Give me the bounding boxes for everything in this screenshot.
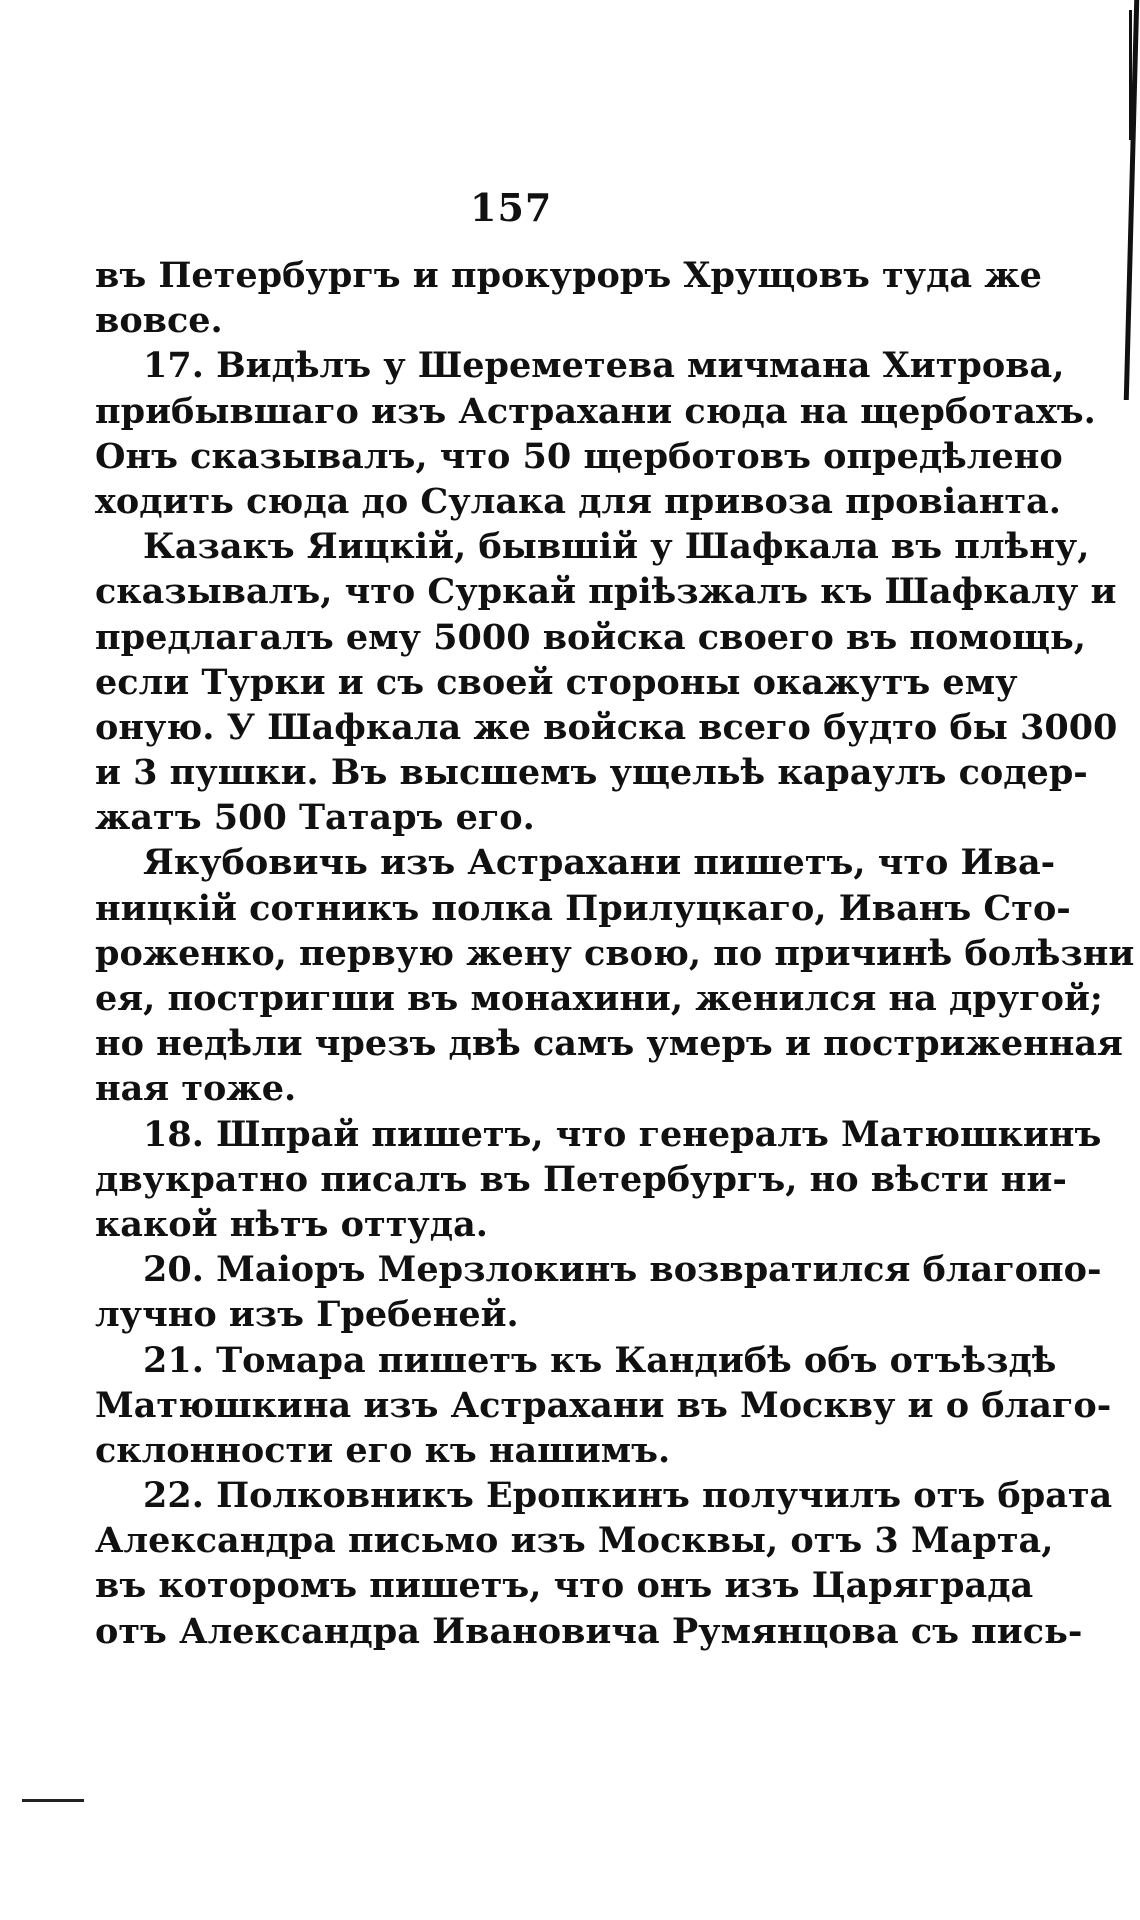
text-line: лучно изъ Гребеней. (95, 1294, 519, 1336)
body-text (95, 253, 1135, 1654)
text-line: Онъ сказывалъ, что 50 щерботовъ опредѣлено (95, 435, 1063, 477)
text-line: 17. Видѣлъ у Шереметева мичмана Хитрова, (143, 345, 1065, 387)
text-line: прибывшаго изъ Астрахани сюда на щерботахъ. (95, 390, 1096, 432)
text-line: ея, постригши въ монахини, женился на другой; (95, 978, 1103, 1019)
text-line: въ Петербургъ и прокуроръ Хрущовъ туда же (95, 255, 1042, 296)
text-line: оную. У Шафкала же войска всего будто бы 3000 (95, 706, 1118, 748)
text-line: жатъ 500 Татаръ его. (95, 797, 535, 839)
text-line: въ которомъ пишетъ, что онъ изъ Царяграда (95, 1565, 1034, 1607)
text-line: 22. Полковникъ Еропкинъ получилъ отъ брата (143, 1475, 1113, 1517)
text-line: и 3 пушки. Въ высшемъ ущельѣ караулъ содер- (95, 752, 1088, 794)
text-line: вовсе. (95, 300, 223, 342)
text-line: ходить сюда до Сулака для привоза провіанта. (95, 480, 1061, 522)
text-line: Якубовичь изъ Астрахани пишетъ, что Ива- (143, 842, 1056, 884)
text-line: если Турки и съ своей стороны окажутъ ему (95, 661, 1018, 703)
text-line: Казакъ Яицкій, бывшій у Шафкала въ плѣну, (143, 526, 1090, 568)
text-line: 21. Томара пишетъ къ Кандибѣ объ отъѣздѣ (143, 1339, 1057, 1381)
text-line: склонности его къ нашимъ. (95, 1429, 671, 1471)
text-line: какой нѣтъ оттуда. (95, 1203, 488, 1245)
scan-dash-mark (22, 1799, 84, 1802)
scan-edge-mark-secondary (1129, 10, 1132, 140)
text-line: Матюшкина изъ Астрахани въ Москву и о благо- (95, 1384, 1112, 1426)
text-line: отъ Александра Ивановича Румянцова съ пись- (95, 1610, 1083, 1652)
text-line: предлагалъ ему 5000 войска своего въ помощь, (95, 616, 1086, 658)
text-line: 18. Шпрай пишетъ, что генералъ Матюшкинъ (143, 1113, 1102, 1155)
text-line: двукратно писалъ въ Петербургъ, но вѣсти ни- (95, 1158, 1067, 1200)
text-line: ницкій сотникъ полка Прилуцкаго, Иванъ Сто- (95, 887, 1071, 929)
text-line: сказывалъ, что Суркай пріѣзжалъ къ Шафкалу и (95, 571, 1117, 613)
text-line: Александра письмо изъ Москвы, отъ 3 Марта, (95, 1520, 1054, 1562)
text-line: ная тоже. (95, 1068, 297, 1110)
page-number: 157 (470, 185, 553, 230)
text-line: но недѣли чрезъ двѣ самъ умеръ и постриженная (95, 1023, 1123, 1065)
text-line: 20. Маіоръ Мерзлокинъ возвратился благопо- (143, 1249, 1102, 1291)
text-line: роженко, первую жену свою, по причинѣ болѣзни (95, 932, 1135, 974)
